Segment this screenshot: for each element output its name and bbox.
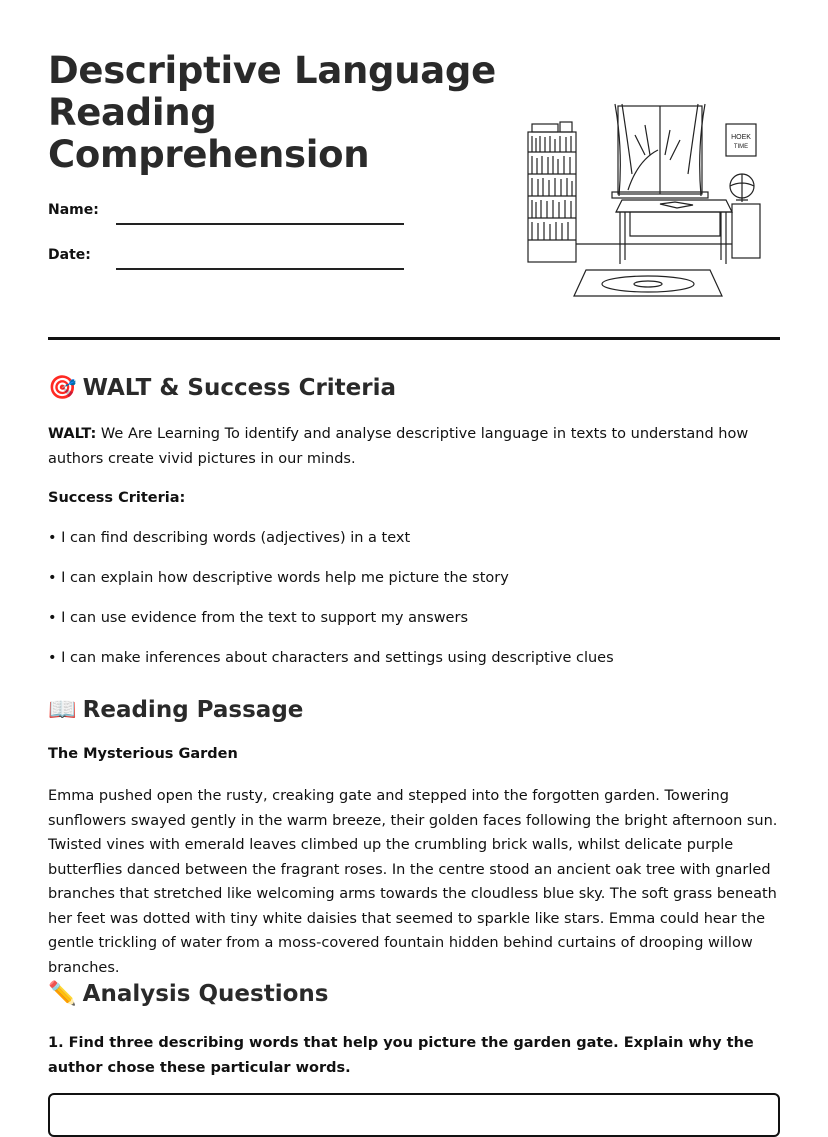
analysis-questions-heading-text: Analysis Questions bbox=[82, 981, 329, 1007]
desk-drawing bbox=[616, 200, 732, 264]
walt-label: WALT: bbox=[48, 426, 97, 442]
answer-box-1[interactable] bbox=[48, 1093, 780, 1137]
walt-heading-text: WALT & Success Criteria bbox=[82, 375, 397, 401]
name-label: Name: bbox=[48, 202, 99, 218]
title-line-3: Comprehension bbox=[48, 133, 370, 176]
page-title bbox=[48, 50, 508, 176]
walt-heading bbox=[48, 374, 396, 401]
reading-passage-heading bbox=[48, 696, 303, 723]
pencil-icon: ✏️ bbox=[48, 981, 77, 1007]
criteria-item: • I can make inferences about characters and settings using descriptive clues bbox=[48, 650, 614, 666]
sign-text-line-1: HOEK bbox=[731, 134, 751, 141]
analysis-questions-heading bbox=[48, 980, 328, 1007]
question-1: 1. Find three describing words that help you picture the garden gate. Explain why the author chose these particular words. bbox=[48, 1035, 754, 1076]
date-label: Date: bbox=[48, 247, 91, 263]
passage-text: Emma pushed open the rusty, creaking gate and stepped into the forgotten garden. Towering sunflowers swayed gently in the warm breeze, their golden faces following the bright afternoon sun. Twisted vines with emerald leaves climbed up the crumbling brick walls, whilst delicate purple butterflies danced between the fragrant roses. In the centre stood an ancient oak tree with gnarled branches that stretched like welcoming arms towards the cloudless blue sky. The soft grass beneath her feet was dotted with tiny white daisies that seemed to sparkle like stars. Emma could hear the gentle trickling of water from a moss-covered fountain hidden behind curtains of drooping willow branches. bbox=[48, 788, 778, 976]
walt-statement bbox=[48, 422, 780, 471]
open-book-icon: 📖 bbox=[48, 697, 77, 723]
name-field[interactable] bbox=[116, 223, 404, 225]
reading-passage-heading-text: Reading Passage bbox=[82, 697, 304, 723]
criteria-item: • I can use evidence from the text to support my answers bbox=[48, 610, 468, 626]
sign-drawing bbox=[726, 124, 756, 156]
bookshelf-drawing bbox=[528, 122, 576, 262]
title-line-2: Reading bbox=[48, 91, 217, 134]
target-icon: 🎯 bbox=[48, 375, 77, 401]
header-divider bbox=[48, 337, 780, 340]
passage-title: The Mysterious Garden bbox=[48, 746, 238, 762]
walt-text: We Are Learning To identify and analyse descriptive language in texts to understand how authors create vivid pictures in our minds. bbox=[48, 426, 749, 467]
globe-drawing bbox=[730, 174, 760, 258]
criteria-item: • I can explain how descriptive words help me picture the story bbox=[48, 570, 509, 586]
rug-drawing bbox=[574, 270, 722, 296]
sign-text-line-2: TIME bbox=[733, 144, 749, 150]
criteria-item: • I can find describing words (adjectives) in a text bbox=[48, 530, 411, 546]
success-criteria-heading: Success Criteria: bbox=[48, 490, 186, 506]
window-drawing bbox=[612, 104, 708, 198]
classroom-illustration bbox=[520, 100, 770, 300]
date-field[interactable] bbox=[116, 268, 404, 270]
title-line-1: Descriptive Language bbox=[48, 49, 496, 92]
